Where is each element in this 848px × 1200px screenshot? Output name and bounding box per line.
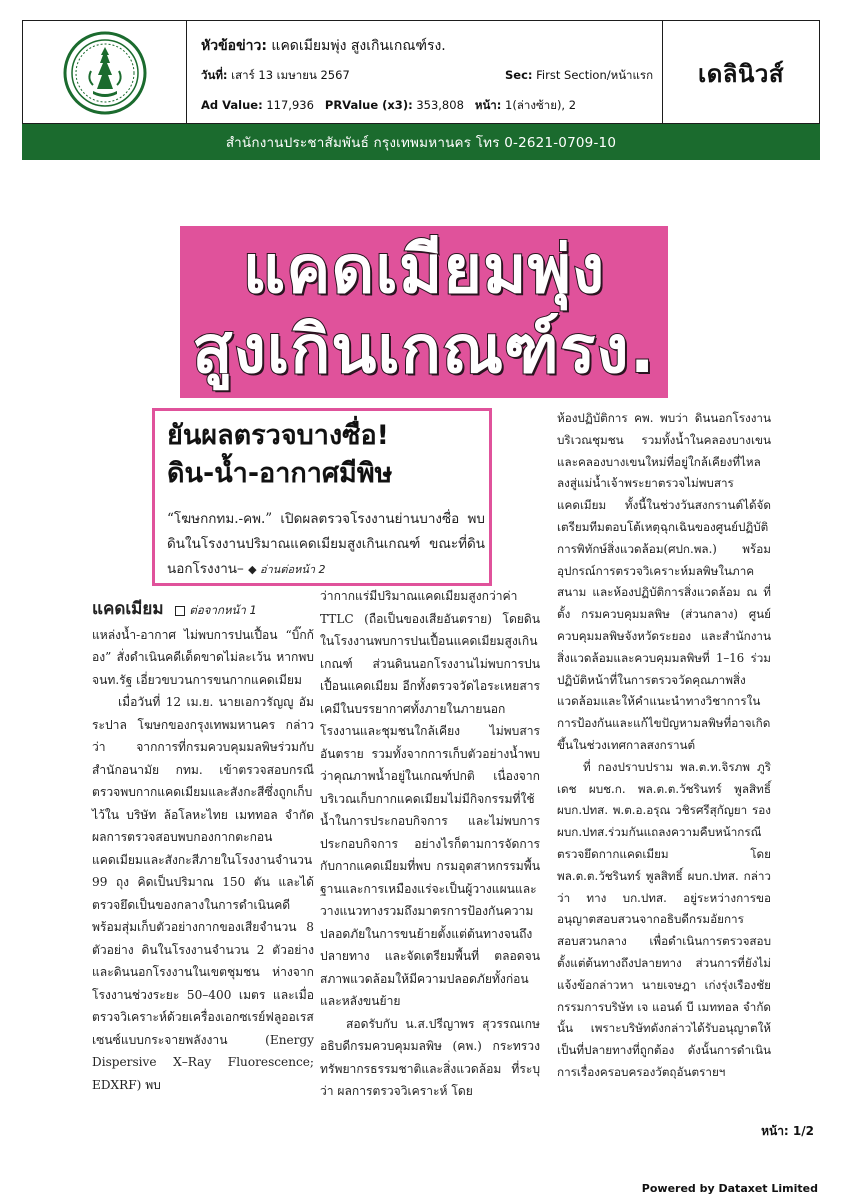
square-outline-icon	[175, 606, 185, 616]
page-number: หน้า: 1/2	[761, 1124, 814, 1138]
office-banner: สำนักงานประชาสัมพันธ์ กรุงเทพมหานคร โทร 0-2621-0709-10	[22, 124, 820, 160]
kicker-reference	[175, 603, 256, 617]
subheadline	[167, 417, 392, 493]
article-column-2	[320, 585, 540, 1103]
paragraph: ที่ กองปราบปราม พล.ต.ท.จิรภพ ภูริเดช ผบช.ก. พล.ต.ต.วัชรินทร์ พูลสิทธิ์ ผบก.ปทส. พ.ต.อ.อรุณ วชิรศรีสุกัญยา รอง ผบก.ปทส.ร่วมกันแถลงความคืบหน้ากรณีตรวจยึดกากแคดเมียม โดย พล.ต.ต.วัชรินทร์ พูลสิทธิ์ ผบก.ปทส. กล่าวว่า ทาง บก.ปทส. อยู่ระหว่างการขออนุญาตสอบสวนจากอธิบดีกรมอัยการสอบสวนกลาง เพื่อดำเนินการตรวจสอบตั้งแต่ต้นทางถึงปลายทาง ส่วนการที่ยังไม่แจ้งข้อกล่าวหา นายเจษฎา เก่งรุ่งเรืองชัย กรรมการบริษัท เจ แอนด์ บี เมททอล จำกัด นั้น เพราะบริษัทดังกล่าวได้รับอนุญาตให้เป็นที่ปลายทางที่ถูกต้อง ดังนั้นการดำเนินการเรื่องครอบครองวัตถุอันตรายฯ	[557, 759, 771, 1079]
date-value: เสาร์ 13 เมษายน 2567	[231, 68, 350, 82]
clipping-meta	[187, 21, 663, 125]
headline-box	[180, 226, 668, 398]
brand-cell	[663, 21, 819, 125]
news-title-row	[201, 35, 446, 57]
clipping-header	[22, 20, 820, 124]
headline-line-2: สูงเกินเกณฑ์รง.	[192, 311, 656, 388]
subheadline-line-2: ดิน-น้ำ-อากาศมีพิษ	[167, 458, 393, 489]
page-value: 1(ล่างซ้าย), 2	[505, 98, 577, 112]
article-column-1	[92, 598, 314, 1096]
kicker-row	[92, 598, 314, 622]
newspaper-brand: เดลินิวส์	[697, 59, 785, 88]
pr-value: 353,808	[416, 98, 464, 112]
powered-by: Powered by Dataxet Limited	[641, 1182, 818, 1195]
bangkok-seal-icon	[63, 31, 147, 115]
logo-cell	[23, 21, 187, 125]
news-title-label: หัวข้อข่าว:	[201, 38, 267, 54]
ad-value: 117,936	[266, 98, 314, 112]
kicker-reference-text: ต่อจากหน้า 1	[189, 603, 257, 617]
headline-line-1: แคดเมียมพุ่ง	[242, 231, 606, 308]
ad-value-label: Ad Value:	[201, 98, 263, 112]
subheadline-body	[167, 507, 485, 582]
news-title-value: แคดเมียมพุ่ง สูงเกินเกณฑ์รง.	[271, 38, 446, 54]
continue-reference: ◆ อ่านต่อหน้า 2	[248, 563, 326, 576]
paragraph: แหล่งน้ำ-อากาศ ไม่พบการปนเปื้อน “บิ๊กก้อง” สั่งดำเนินคดีเด็ดขาดไม่ละเว้น หากพบ จนท.รัฐ เอี่ยวขบวนการขนกากแคดเมียม	[92, 627, 314, 687]
headline	[180, 230, 668, 390]
value-row	[201, 97, 576, 115]
article-column-3	[557, 408, 771, 1084]
pr-value-label: PRValue (x3):	[324, 98, 413, 112]
paragraph: สอดรับกับ น.ส.ปรีญาพร สุวรรณเกษ อธิบดีกรมควบคุมมลพิษ (คพ.) กระทรวงทรัพยากรธรรมชาติและสิ่งแวดล้อม ที่ระบุว่า ผลการตรวจวิเคราะห์ โดย	[320, 1016, 540, 1098]
section-value: First Section/หน้าแรก	[536, 68, 654, 82]
kicker: แคดเมียม	[92, 599, 164, 619]
section-label: Sec:	[505, 68, 533, 82]
page-label: หน้า:	[474, 98, 502, 112]
subheadline-line-1: ยันผลตรวจบางซื่อ!	[167, 420, 389, 451]
paragraph: เมื่อวันที่ 12 เม.ย. นายเอกวรัญญู อัมระปาล โฆษกของกรุงเทพมหานคร กล่าวว่า จากการที่กรมควบคุมมลพิษร่วมกับ สำนักอนามัย กทม. เข้าตรวจสอบกรณีตรวจพบกากแคดเมียมและสังกะสีซึ่งถูกเก็บไว้ใน บริษัท ล้อโลหะไทย เมททอล จำกัด ผลการตรวจสอบพบกองกากตะกอนแคดเมียมและสังกะสีภายในโรงงานจำนวน 99 ถุง คิดเป็นปริมาณ 150 ตัน และได้ตรวจยึดเป็นของกลางในการดำเนินคดี พร้อมสุ่มเก็บตัวอย่างกากของเสียจำนวน 8 ตัวอย่าง ดินในโรงงานจำนวน 2 ตัวอย่าง และดินนอกโรงงานในเขตชุมชน ห่างจากโรงงานช่วงระยะ 50–400 เมตร และเมื่อตรวจวิเคราะห์ด้วยเครื่องเอกซเรย์ฟลูออเรสเซนซ์แบบกระจายพลังงาน (Energy Dispersive X–Ray Fluorescence; EDXRF) พบ	[92, 695, 314, 1092]
paragraph: ห้องปฏิบัติการ คพ. พบว่า ดินนอกโรงงานบริเวณชุมชน รวมทั้งน้ำในคลองบางเขนและคลองบางเขนใหม่ที่อยู่ใกล้เคียงที่ไหลลงสู่แม่น้ำเจ้าพระยาตรวจไม่พบสารแคดเมียม ทั้งนี้ในช่วงวันสงกรานต์ได้จัดเตรียมทีมตอบโต้เหตุฉุกเฉินของศูนย์ปฏิบัติการพิทักษ์สิ่งแวดล้อม(ศปก.พล.) พร้อมอุปกรณ์การตรวจวิเคราะห์มลพิษในภาคสนาม และห้องปฏิบัติการสิ่งแวดล้อม ณ ที่ตั้ง กรมควบคุมมลพิษ (ส่วนกลาง) ศูนย์ควบคุมมลพิษจังหวัดระยอง และสำนักงานสิ่งแวดล้อมและควบคุมมลพิษที่ 1–16 ร่วมปฏิบัติหน้าที่ในการตรวจวัดคุณภาพสิ่งแวดล้อมและให้คำแนะนำทางวิชาการในการป้องกันและแก้ไขปัญหามลพิษที่อาจเกิดขึ้นในช่วงเทศกาลสงกรานต์	[557, 411, 771, 752]
section-row	[505, 67, 653, 85]
date-row	[201, 67, 350, 85]
paragraph: ว่ากากแร่มีปริมาณแคดเมียมสูงกว่าค่า TTLC (ถือเป็นของเสียอันตราย) โดยดินในโรงงานพบการปนเปื้อนแคดเมียมสูงเกินเกณฑ์ ส่วนดินนอกโรงงานไม่พบการปนเปื้อนแคดเมียม อีกทั้งตรวจวัดไอระเหยสารเคมีในบรรยากาศทั้งภายในภายนอกโรงงานและชุมชนใกล้เคียง ไม่พบสารอันตราย รวมทั้งจากการเก็บตัวอย่างน้ำพบว่าคุณภาพน้ำอยู่ในเกณฑ์ปกติ เนื่องจากบริเวณเก็บกากแคดเมียมไม่มีกิจกรรมที่ใช้น้ำในการประกอบกิจการ และไม่พบการประกอบกิจการ อย่างไรก็ตามการจัดการกับกากแคดเมียมที่พบ กรมอุตสาหกรรมพื้นฐานและการเหมืองแร่จะเป็นผู้วางแผนและวางแนวทางรวมถึงมาตรการป้องกันความปลอดภัยในการขนย้ายตั้งแต่ต้นทางจนถึงปลายทาง และจัดเตรียมพื้นที่ ตลอดจนสภาพแวดล้อมให้มีความปลอดภัยทั้งก่อนและหลังขนย้าย	[320, 589, 540, 1008]
date-label: วันที่:	[201, 68, 228, 82]
subheadline-box	[152, 408, 492, 586]
lead-text: “โฆษกกทม.-คพ.” เปิดผลตรวจโรงงานย่านบางซื่อ พบดินในโรงงานปริมาณแคดเมียมสูงเกินเกณฑ์ ขณะที่ดินนอกโรงงาน–	[167, 511, 485, 577]
